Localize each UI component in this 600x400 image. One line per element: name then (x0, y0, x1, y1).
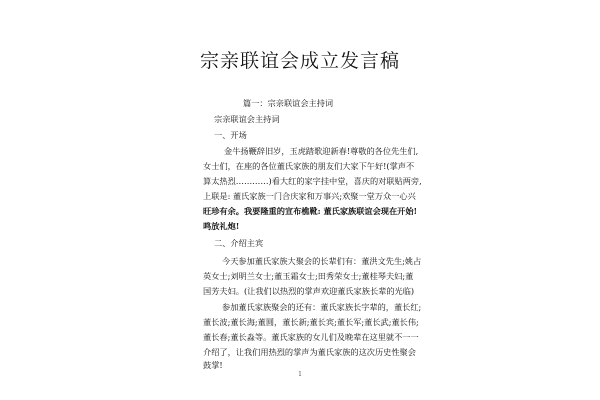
section-subheading: 宗亲联谊会主持词 (214, 114, 280, 124)
part2-line: 英女士;刘明兰女士;董玉霜女士;田秀荣女士;董桂琴夫妇;董 (203, 271, 414, 281)
part1-line: 金牛扬鞭辞旧岁，玉虎踏歌迎新春!尊敬的各位先生们, (224, 146, 419, 156)
part2-heading: 二、介绍主宾 (214, 238, 264, 248)
part1-line: 鸣放礼炮! (203, 221, 240, 231)
part2-line: 参加董氏家族聚会的还有：董氏家族长字辈的，董长红; (222, 302, 422, 312)
part1-line: 旺珍有余。我要隆重的宣布樵靴: 董氏家族联谊会现在开始! (203, 206, 418, 216)
part1-line: 上联是: 董氏家族一门合庆家和万事兴;欢聚一堂万众一心兴 (203, 191, 416, 201)
page-number: 1 (298, 371, 302, 378)
section-heading: 篇一：宗亲联谊会主持词 (243, 98, 334, 108)
part2-line: 介绍了，让我们用热烈的掌声为董氏家族的这次历史性聚会 (203, 347, 416, 357)
part1-line: 女士们，在座的各位董氏家族的朋友们大家下午好!(掌声不 (203, 161, 415, 171)
part2-line: 今天参加董氏家族大聚会的长辈们有：董洪文先生;姚占 (222, 256, 422, 266)
part1-line: 算太热烈…………)看大红的家字挂中堂，喜庆的对联贴两旁, (203, 176, 422, 186)
part2-line: 董长波;董长海;董圆，董长新;董长宾;董长军;董长武;董长伟; (203, 317, 419, 327)
document-title: 宗亲联谊会成立发言稿 (199, 50, 400, 72)
part2-line: 董长春;董长淼等。董氏家族的女儿们及晚辈在这里就不一一 (203, 332, 419, 342)
part2-line: 鼓掌! (203, 360, 223, 370)
part1-heading: 一、开场 (214, 130, 247, 140)
part2-line: 国芳夫妇。(让我们以热烈的掌声欢迎董氏家族长辈的光临) (203, 286, 415, 296)
